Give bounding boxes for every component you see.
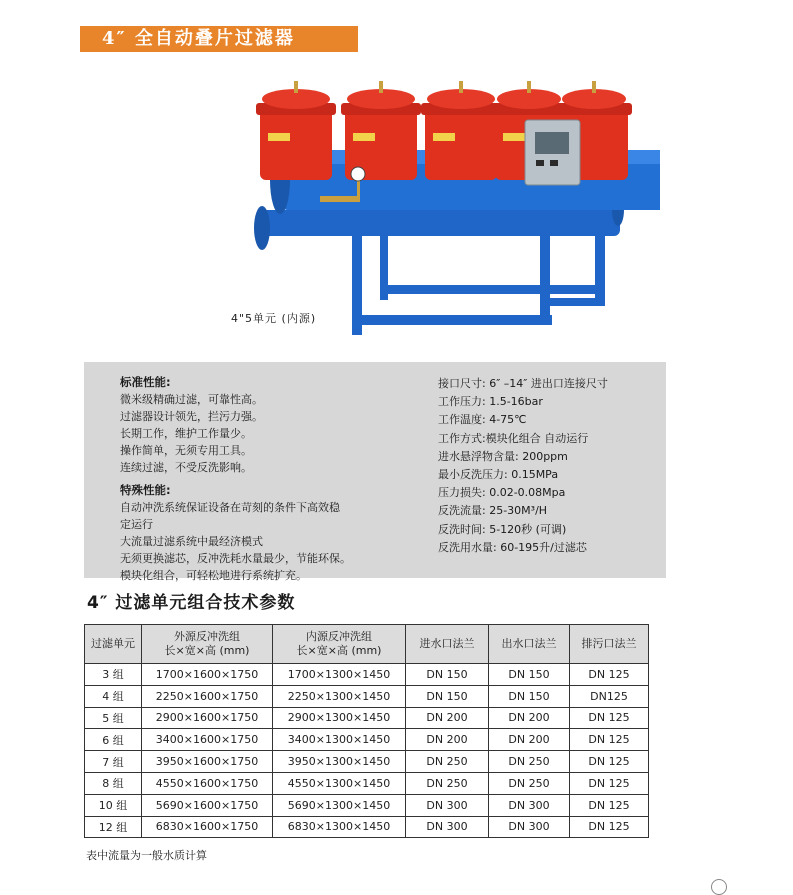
table-cell: 2250×1600×1750 — [142, 685, 273, 707]
spec-item: 反洗流量: 25-30M³/H — [438, 504, 548, 518]
standard-feature-item: 连续过滤，不受反洗影响。 — [120, 461, 252, 474]
table-row — [85, 685, 649, 707]
table-cell: DN 300 — [406, 816, 489, 838]
table-cell: 6830×1300×1450 — [273, 816, 406, 838]
table-row — [85, 794, 649, 816]
table-cell: DN 300 — [406, 794, 489, 816]
table-cell: DN 300 — [489, 816, 570, 838]
table-cell: DN 125 — [570, 794, 649, 816]
table-cell: DN 250 — [489, 772, 570, 794]
table-cell: 3400×1300×1450 — [273, 729, 406, 751]
table-cell: 3950×1300×1450 — [273, 751, 406, 773]
header-cell: 内源反冲洗组 长×宽×高 (mm) — [273, 625, 406, 664]
table-cell: DN 150 — [406, 685, 489, 707]
table-cell: 5690×1600×1750 — [142, 794, 273, 816]
table-cell: DN 150 — [406, 664, 489, 686]
table-cell: 3950×1600×1750 — [142, 751, 273, 773]
table-cell: 6 组 — [85, 729, 142, 751]
table-row — [85, 729, 649, 751]
table-cell: 4550×1300×1450 — [273, 772, 406, 794]
table-cell: DN 125 — [570, 729, 649, 751]
table-cell: DN125 — [570, 685, 649, 707]
special-feature-item: 大流量过滤系统中最经济模式 — [120, 535, 263, 548]
corner-mark — [711, 879, 727, 895]
header-cell: 外源反冲洗组 长×宽×高 (mm) — [142, 625, 273, 664]
table-title: 4″ 过滤单元组合技术参数 — [87, 593, 296, 613]
header-cell: 排污口法兰 — [570, 625, 649, 664]
table-cell: 7 组 — [85, 751, 142, 773]
special-feature-item: 自动冲洗系统保证设备在苛刻的条件下高效稳 — [120, 501, 340, 514]
table-cell: 5 组 — [85, 707, 142, 729]
table-row — [85, 664, 649, 686]
table-cell: 2900×1300×1450 — [273, 707, 406, 729]
table-cell: DN 300 — [489, 794, 570, 816]
table-cell: DN 125 — [570, 664, 649, 686]
spec-item: 反洗用水量: 60-195升/过滤芯 — [438, 540, 587, 554]
standard-feature-item: 微米级精确过滤，可靠性高。 — [120, 393, 263, 406]
table-row — [85, 772, 649, 794]
table-row — [85, 707, 649, 729]
table-note: 表中流量为一般水质计算 — [86, 849, 207, 862]
table-cell: 2900×1600×1750 — [142, 707, 273, 729]
spec-item: 工作压力: 1.5-16bar — [438, 395, 543, 409]
table-cell: DN 200 — [489, 729, 570, 751]
special-feature-item: 定运行 — [120, 518, 153, 531]
table-cell: DN 200 — [406, 729, 489, 751]
table-cell: 12 组 — [85, 816, 142, 838]
table-row — [85, 751, 649, 773]
table-cell: 6830×1600×1750 — [142, 816, 273, 838]
table-header-row — [85, 625, 649, 664]
table-cell: DN 200 — [406, 707, 489, 729]
table-cell: DN 125 — [570, 772, 649, 794]
standard-feature-item: 长期工作，维护工作量少。 — [120, 427, 252, 440]
features-column — [120, 374, 420, 584]
header-cell: 进水口法兰 — [406, 625, 489, 664]
table-cell: 8 组 — [85, 772, 142, 794]
spec-item: 进水悬浮物含量: 200ppm — [438, 449, 568, 463]
table-cell: 10 组 — [85, 794, 142, 816]
spec-item: 最小反洗压力: 0.15MPa — [438, 468, 559, 482]
control-box — [525, 120, 580, 185]
table-cell: DN 150 — [489, 664, 570, 686]
special-features-heading: 特殊性能: — [120, 483, 171, 497]
spec-item: 工作方式:模块化组合 自动运行 — [438, 431, 589, 445]
special-feature-item: 模块化组合，可轻松地进行系统扩充。 — [120, 569, 307, 582]
header-cell: 出水口法兰 — [489, 625, 570, 664]
standard-feature-item: 操作简单，无须专用工具。 — [120, 444, 252, 457]
table-cell: 3400×1600×1750 — [142, 729, 273, 751]
table-cell: 2250×1300×1450 — [273, 685, 406, 707]
standard-feature-item: 过滤器设计领先，拦污力强。 — [120, 410, 263, 423]
table-cell: 1700×1600×1750 — [142, 664, 273, 686]
table-cell: DN 125 — [570, 707, 649, 729]
special-feature-item: 无须更换滤芯，反冲洗耗水量最少，节能环保。 — [120, 552, 351, 565]
spec-item: 工作温度: 4-75℃ — [438, 413, 527, 427]
table-cell: DN 250 — [406, 751, 489, 773]
header-cell: 过滤单元 — [85, 625, 142, 664]
spec-item: 反洗时间: 5-120秒 (可调) — [438, 522, 567, 536]
table-cell: 1700×1300×1450 — [273, 664, 406, 686]
table-cell: DN 200 — [489, 707, 570, 729]
disk-filter-illustration — [240, 70, 660, 345]
parameters-table — [84, 624, 649, 838]
table-body — [85, 664, 649, 838]
table-cell: 4550×1600×1750 — [142, 772, 273, 794]
specs-column — [438, 375, 678, 557]
spec-panel — [84, 362, 666, 582]
table-cell: DN 250 — [489, 751, 570, 773]
table-cell: DN 125 — [570, 751, 649, 773]
table-cell: DN 125 — [570, 816, 649, 838]
table-cell: DN 150 — [489, 685, 570, 707]
standard-features-heading: 标准性能: — [120, 375, 171, 389]
table-cell: DN 250 — [406, 772, 489, 794]
table-cell: 4 组 — [85, 685, 142, 707]
spec-item: 接口尺寸: 6″ –14″ 进出口连接尺寸 — [438, 377, 608, 390]
table-cell: 3 组 — [85, 664, 142, 686]
page-title: 4″ 全自动叠片过滤器 — [102, 28, 295, 49]
spec-item: 压力损失: 0.02-0.08Mpa — [438, 486, 566, 500]
table-row — [85, 816, 649, 838]
table-cell: 5690×1300×1450 — [273, 794, 406, 816]
figure-caption: 4"5单元 (内源) — [231, 312, 317, 325]
page-title-banner — [80, 26, 358, 52]
